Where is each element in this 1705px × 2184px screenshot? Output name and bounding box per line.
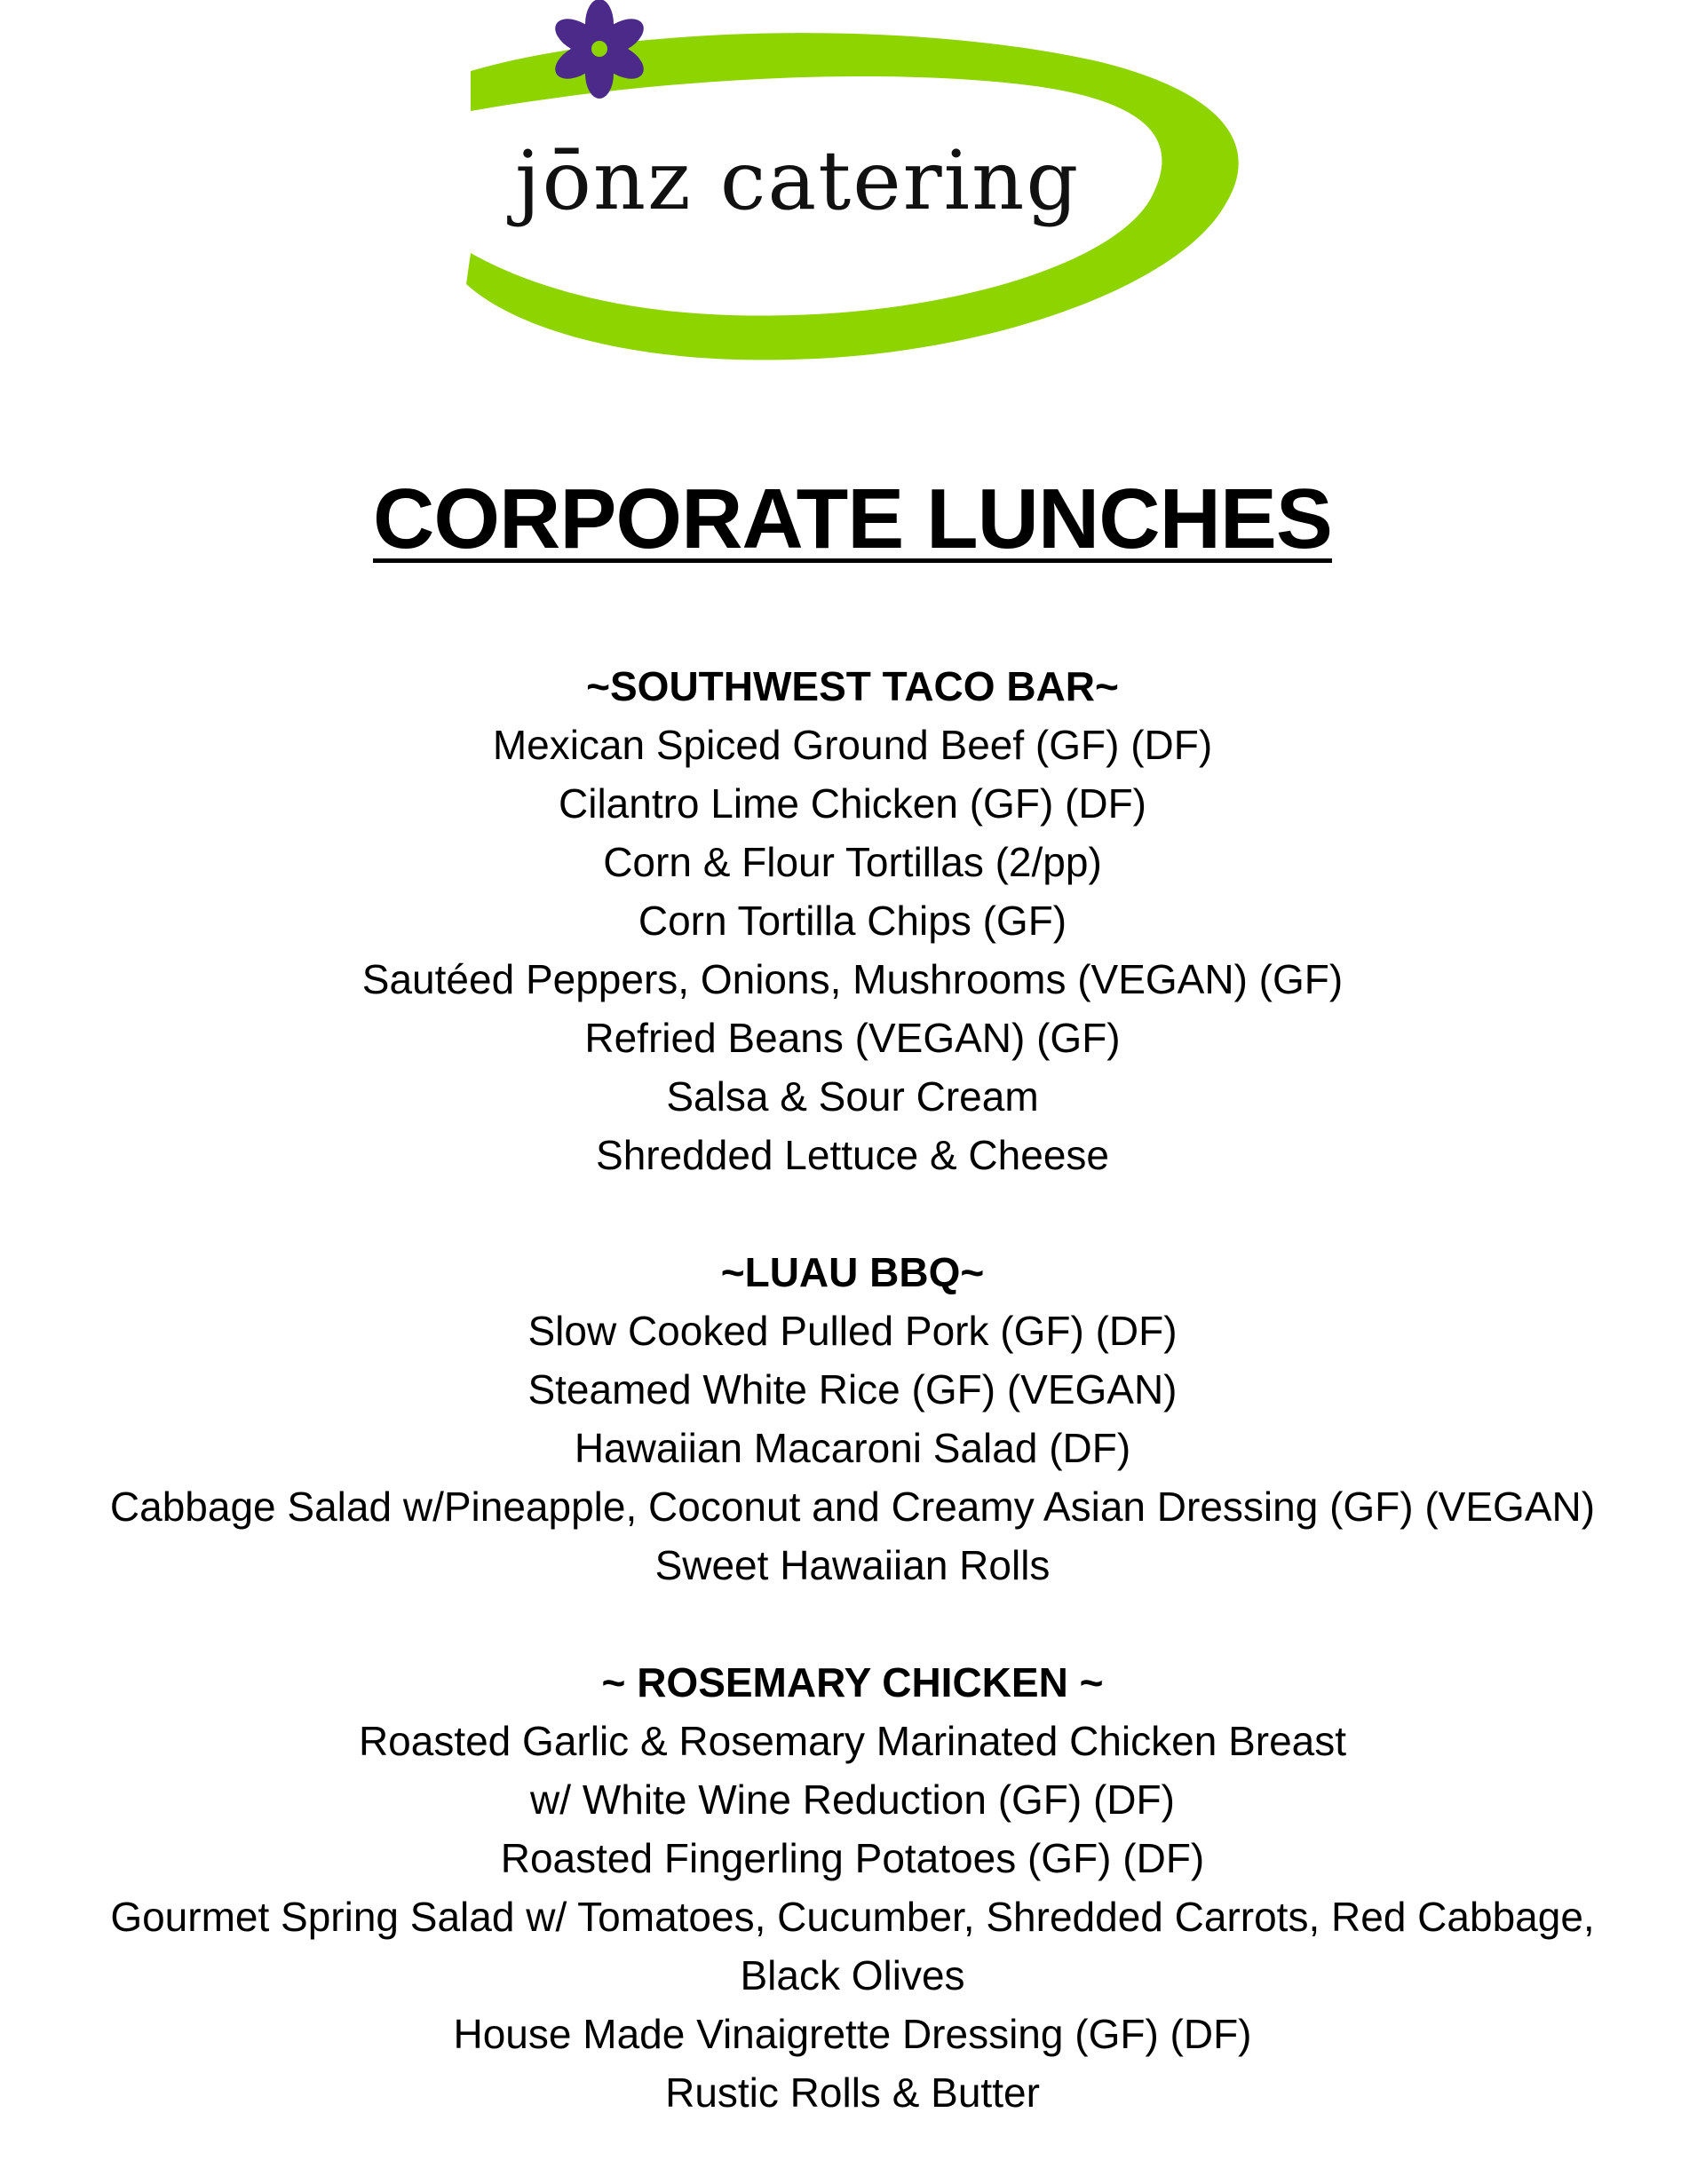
menu-item: Salsa & Sour Cream (666, 1073, 1039, 1120)
menu-item: Rustic Rolls & Butter (665, 2069, 1040, 2116)
brand-logo (444, 0, 1261, 382)
section-heading: ~LUAU BBQ~ (720, 1249, 985, 1295)
menu-item: Shredded Lettuce & Cheese (596, 1132, 1109, 1178)
menu-item: w/ White Wine Reduction (GF) (DF) (530, 1776, 1175, 1823)
menu-item: Hawaiian Macaroni Salad (DF) (574, 1425, 1131, 1471)
menu-section-southwest-taco-bar (0, 657, 1705, 1184)
menu-section-rosemary-chicken (0, 1653, 1705, 2122)
menu-item: Cilantro Lime Chicken (GF) (DF) (559, 780, 1146, 827)
menu-item: Black Olives (740, 1952, 965, 1998)
menu-item: Roasted Garlic & Rosemary Marinated Chicken Breast (358, 1718, 1347, 1764)
menu-item: Corn Tortilla Chips (GF) (638, 898, 1067, 944)
menu-item: Steamed White Rice (GF) (VEGAN) (527, 1366, 1178, 1412)
menu-item: Gourmet Spring Salad w/ Tomatoes, Cucumber, Shredded Carrots, Red Cabbage, (110, 1894, 1595, 1940)
section-heading: ~ ROSEMARY CHICKEN ~ (601, 1659, 1104, 1705)
section-heading: ~SOUTHWEST TACO BAR~ (586, 663, 1119, 709)
menu-item: Sautéed Peppers, Onions, Mushrooms (VEGAN) (GF) (361, 956, 1344, 1002)
page-title-text: CORPORATE LUNCHES (373, 471, 1332, 566)
page-title (0, 471, 1705, 568)
menu-section-luau-bbq (0, 1243, 1705, 1594)
brand-name: jōnz catering (515, 133, 1081, 228)
menu-item: Corn & Flour Tortillas (2/pp) (603, 839, 1102, 885)
menu-item: Slow Cooked Pulled Pork (GF) (DF) (527, 1308, 1178, 1354)
menu-item: Sweet Hawaiian Rolls (654, 1542, 1051, 1588)
menu-item: Refried Beans (VEGAN) (GF) (584, 1015, 1121, 1061)
menu-list (0, 657, 1705, 2122)
menu-item: Mexican Spiced Ground Beef (GF) (DF) (492, 722, 1213, 768)
menu-item: House Made Vinaigrette Dressing (GF) (DF) (453, 2011, 1252, 2057)
menu-item: Roasted Fingerling Potatoes (GF) (DF) (500, 1835, 1205, 1881)
menu-item: Cabbage Salad w/Pineapple, Coconut and Creamy Asian Dressing (GF) (VEGAN) (109, 1484, 1596, 1530)
